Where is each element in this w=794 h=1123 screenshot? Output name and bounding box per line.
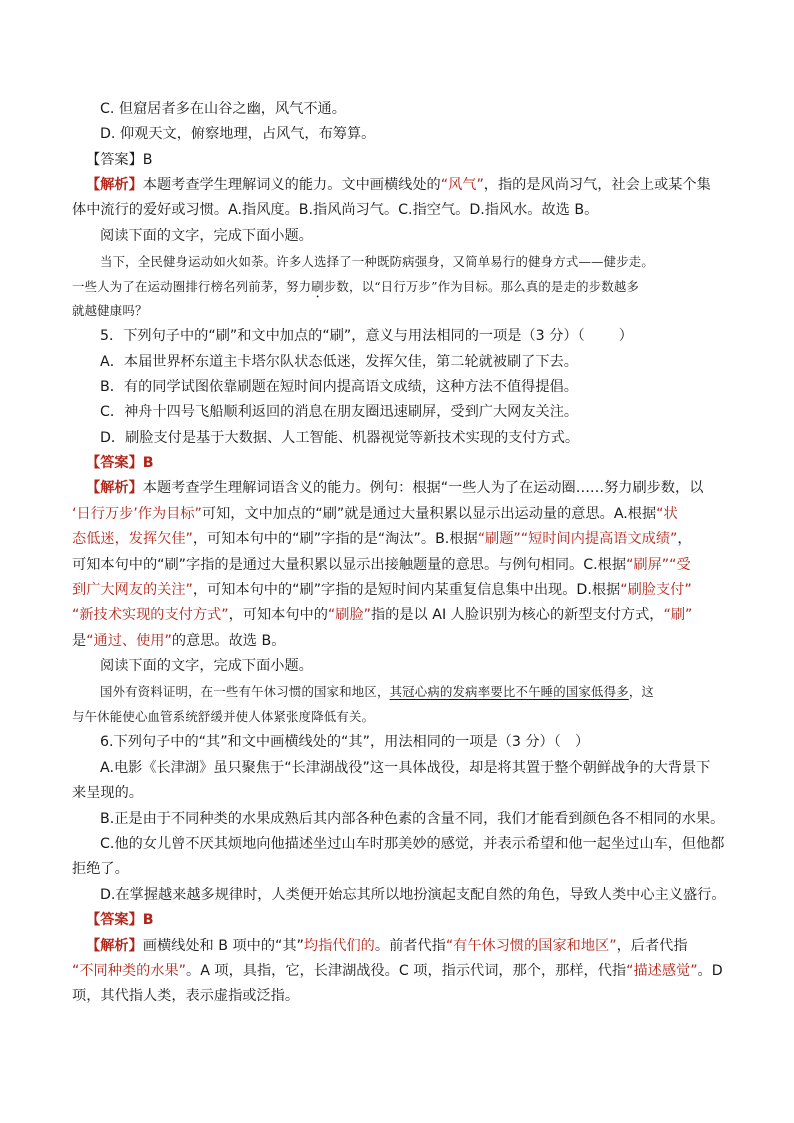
q6-option-d: D.在掌握越来越多规律时，人类便开始忘其所以地扮演起支配自然的角色，导致人类中心主义盛行。	[100, 887, 726, 903]
q6-option-a-line-2: 来呈现的。	[72, 785, 143, 801]
q4-option-d: D. 仰观天文，俯察地理，占风气，布筹算。	[100, 126, 376, 142]
q6-answer: 【答案】B	[86, 912, 154, 928]
q5-analysis-line-5: 到广大网友的关注”，可知本句中的“刷”字指的是短时间内某重复信息集中出现。D.根据“刷脸支付”	[72, 582, 692, 598]
q6-option-a-line-1: A.电影《长津湖》虽只聚焦于“长津湖战役”这一具体战役，却是将其置于整个朝鲜战争的大背景下	[100, 760, 711, 776]
underlined-sentence: 其冠心病的发病率要比不午睡的国家低得多	[389, 684, 629, 699]
q5-analysis-line-3: 态低迷，发挥欠佳”，可知本句中的“刷”字指的是“淘汰”。B.根据“刷题”“短时间内提高语文成绩”，	[72, 531, 692, 547]
q5-analysis-line-6: “新技术实现的支付方式”，可知本句中的“刷脸”指的是以 AI 人脸识别为核心的新型支付方式，“刷”	[72, 607, 693, 623]
q6-analysis-line-1: 【解析】画横线处和 B 项中的“其”均指代们的。前者代指“有午休习惯的国家和地区”，后者代指	[86, 938, 688, 954]
passage2-line-2: 与午休能使心血管系统舒缓并使人体紧张度降低有关。	[72, 709, 375, 724]
q5-analysis-line-4: 可知本句中的“刷”字指的是通过大量积累以显示出接触题量的意思。与例句相同。C.根据“刷屏”“受	[72, 557, 691, 573]
passage1-line-1: 当下，全民健身运动如火如荼。许多人选择了一种既防病强身，又简单易行的健身方式——健步走。	[100, 254, 654, 269]
q6-option-b: B.正是由于不同种类的水果成熟后其内部各种色素的含量不同，我们才能看到颜色各不相同的水果。	[100, 811, 725, 827]
passage2-intro: 阅读下面的文字，完成下面小题。	[100, 658, 313, 674]
q5-stem: 5．下列句子中的“刷”和文中加点的“刷”，意义与用法相同的一项是（3 分）（ ）	[100, 328, 633, 344]
q6-analysis-line-2: “不同种类的水果”。A 项，具指，它，长津湖战役。C 项，指示代词，那个，那样，代指“描述感觉”。D	[72, 963, 723, 979]
q5-analysis-line-1: 【解析】本题考查学生理解词语含义的能力。例句：根据“一些人为了在运动圈……努力刷步数，以	[86, 480, 704, 496]
q5-option-d: D．刷脸支付是基于大数据、人工智能、机器视觉等新技术实现的支付方式。	[100, 430, 580, 446]
q4-analysis-line-1: 【解析】本题考查学生理解词义的能力。文中画横线处的“风气”，指的是风尚习气，社会上或某个集	[86, 177, 711, 193]
q4-answer: 【答案】B	[86, 152, 153, 168]
q6-stem: 6.下列句子中的“其”和文中画横线处的“其”，用法相同的一项是（3 分）（ ）	[100, 734, 590, 750]
q4-option-c: C. 但窟居者多在山谷之幽，风气不通。	[100, 101, 346, 117]
analysis-tag: 【解析】	[86, 177, 143, 193]
passage2-line-1: 国外有资料证明，在一些有午休习惯的国家和地区，其冠心病的发病率要比不午睡的国家低得多，这	[100, 684, 655, 699]
q5-option-b: B．有的同学试图依靠刷题在短时间内提高语文成绩，这种方法不值得提倡。	[100, 379, 578, 395]
passage1-intro: 阅读下面的文字，完成下面小题。	[100, 228, 313, 244]
q6-analysis-line-3: 项，其代指人类，表示虚指或泛指。	[72, 988, 300, 1004]
q4-analysis-line-2: 体中流行的爱好或习惯。A.指风度。B.指风尚习气。C.指空气。D.指风水。故选 B。	[72, 202, 599, 218]
passage1-line-2: 一些人为了在运动圈排行榜名列前茅，努力刷步数，以“日行万步”作为目标。那么真的是走的步数越多	[72, 279, 640, 294]
q5-analysis-line-7: 是“通过、使用”的意思。故选 B。	[72, 633, 286, 649]
dotted-character: 刷	[311, 279, 324, 294]
q6-option-c-line-2: 拒绝了。	[72, 861, 129, 877]
q6-option-c-line-1: C.他的女儿曾不厌其烦地向他描述坐过山车时那美妙的感觉，并表示希望和他一起坐过山车，但他都	[100, 836, 725, 852]
q5-answer: 【答案】B	[86, 455, 154, 471]
passage1-line-3: 就越健康吗？	[72, 303, 148, 318]
q5-option-c: C．神舟十四号飞船顺利返回的消息在朋友圈迅速刷屏，受到广大网友关注。	[100, 404, 579, 420]
q5-option-a: A．本届世界杯东道主卡塔尔队状态低迷，发挥欠佳，第二轮就被刷了下去。	[100, 354, 578, 370]
q5-analysis-line-2: ‘日行万步’作为目标”可知，文中加点的“刷”就是通过大量积累以显示出运动量的意思。A.根据“状	[72, 506, 678, 522]
